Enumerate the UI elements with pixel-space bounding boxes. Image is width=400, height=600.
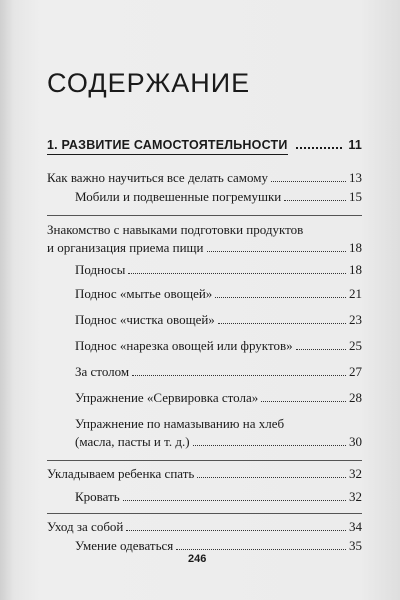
dot-leader — [176, 549, 346, 550]
toc-entry — [75, 262, 362, 278]
toc-entry — [75, 286, 362, 302]
dot-leader — [132, 375, 346, 376]
dot-leader — [271, 181, 346, 182]
dot-leader — [193, 445, 346, 446]
toc-entry — [75, 390, 362, 406]
toc-entry-page: 25 — [349, 338, 362, 353]
toc-entry-page: 28 — [349, 390, 362, 405]
toc-entry — [47, 170, 362, 186]
dot-leader — [197, 477, 346, 478]
toc-entry-text: Упражнение «Сервировка стола» — [75, 390, 259, 405]
toc-entry-text: Кровать — [75, 489, 120, 504]
toc-entry-text: Поднос «чистка овощей» — [75, 312, 215, 327]
toc-entry-page: 32 — [349, 466, 362, 481]
toc-entry-text: Знакомство с навыками подготовки продуктов — [47, 222, 304, 237]
toc-entry-text: Как важно научиться все делать самому — [47, 170, 269, 185]
toc-entry-page: 15 — [349, 189, 362, 204]
dot-leader — [261, 401, 346, 402]
toc-entry-text: Поднос «мытье овощей» — [75, 286, 213, 301]
toc-entry-page: 32 — [349, 489, 362, 504]
toc-entry — [47, 466, 362, 482]
toc-entry-page: 30 — [349, 434, 362, 449]
dot-leader — [218, 323, 346, 324]
toc-entry-page: 18 — [349, 240, 362, 255]
toc-entry — [47, 519, 362, 535]
toc-entry — [75, 434, 362, 450]
chapter-title: 1. РАЗВИТИЕ САМОСТОЯТЕЛЬНОСТИ — [47, 138, 288, 155]
toc-entry — [75, 312, 362, 328]
chapter-page-number: 11 — [348, 138, 362, 152]
toc-entry — [47, 240, 362, 256]
toc-entry — [75, 189, 362, 205]
toc-entry-text: и организация приема пищи — [47, 240, 204, 255]
toc-entry-text: Поднос «нарезка овощей или фруктов» — [75, 338, 293, 353]
page-number: 246 — [188, 553, 207, 565]
dot-leader — [128, 273, 346, 274]
dot-leader — [207, 251, 347, 252]
page-title: СОДЕРЖАНИЕ — [47, 68, 251, 98]
dot-leader — [215, 297, 346, 298]
toc-entry-page: 23 — [349, 312, 362, 327]
toc-entry-page: 18 — [349, 262, 362, 277]
dot-leader — [284, 200, 346, 201]
section-divider — [47, 215, 362, 216]
toc-entry-text: Укладываем ребенка спать — [47, 466, 195, 481]
toc-entry-page: 34 — [349, 519, 362, 534]
dot-leader — [296, 349, 346, 350]
toc-entry-text: Мобили и подвешенные погремушки — [75, 189, 282, 204]
toc-entry — [75, 338, 362, 354]
toc-entry-page: 13 — [349, 170, 362, 185]
toc-entry-text: (масла, пасты и т. д.) — [75, 434, 190, 449]
section-divider — [47, 460, 362, 461]
toc-entry-page: 21 — [349, 286, 362, 301]
toc-entry — [75, 538, 362, 554]
toc-entry-page: 27 — [349, 364, 362, 379]
toc-entry-text: Упражнение по намазыванию на хлеб — [75, 416, 285, 431]
toc-entry — [75, 489, 362, 505]
dot-leader — [123, 500, 346, 501]
toc-entry-text: Умение одеваться — [75, 538, 174, 553]
toc-entry-page: 35 — [349, 538, 362, 553]
toc-entry — [75, 364, 362, 380]
toc-entry-text: Подносы — [75, 262, 126, 277]
toc-entry-text: За столом — [75, 364, 130, 379]
toc-entry-text: Уход за собой — [47, 519, 124, 534]
section-divider — [47, 513, 362, 514]
dot-leader — [126, 530, 346, 531]
